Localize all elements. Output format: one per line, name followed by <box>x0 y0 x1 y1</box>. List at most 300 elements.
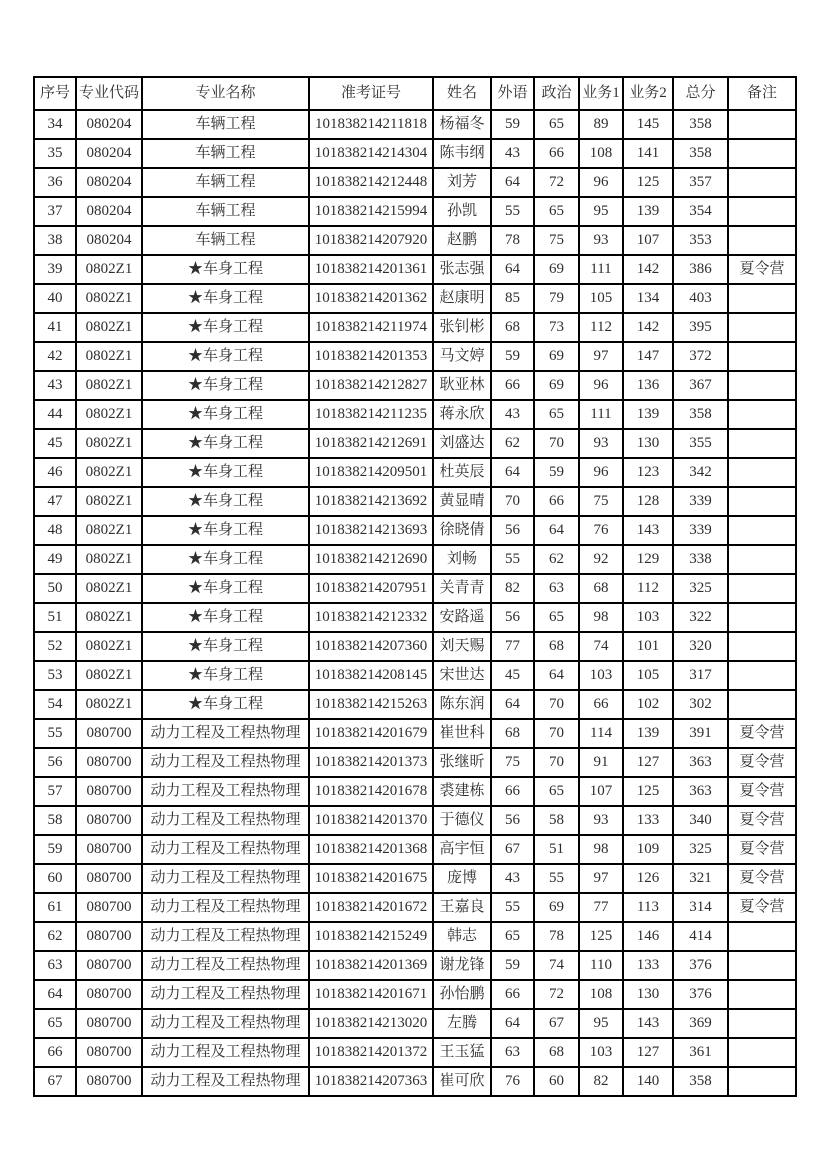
cell-major-name: 动力工程及工程热物理 <box>142 980 309 1009</box>
cell-major-name: ★车身工程 <box>142 632 309 661</box>
cell-ticket-number: 101838214201369 <box>309 951 433 980</box>
cell-foreign-language: 67 <box>491 835 534 864</box>
cell-total-score: 314 <box>673 893 728 922</box>
cell-remark <box>728 226 796 255</box>
cell-major-code: 080700 <box>76 748 142 777</box>
cell-subject2: 139 <box>623 719 673 748</box>
cell-remark <box>728 110 796 139</box>
cell-subject1: 68 <box>579 574 623 603</box>
table-row <box>34 516 796 545</box>
cell-major-name: 车辆工程 <box>142 139 309 168</box>
cell-subject1: 111 <box>579 255 623 284</box>
cell-ticket-number: 101838214209501 <box>309 458 433 487</box>
cell-major-name: 动力工程及工程热物理 <box>142 777 309 806</box>
cell-name: 孙凯 <box>433 197 491 226</box>
cell-major-name: 动力工程及工程热物理 <box>142 922 309 951</box>
cell-politics: 68 <box>534 1038 579 1067</box>
cell-major-name: 动力工程及工程热物理 <box>142 1067 309 1096</box>
cell-name: 孙怡鹏 <box>433 980 491 1009</box>
cell-subject1: 93 <box>579 806 623 835</box>
cell-total-score: 317 <box>673 661 728 690</box>
cell-subject1: 112 <box>579 313 623 342</box>
cell-politics: 69 <box>534 371 579 400</box>
cell-subject1: 98 <box>579 603 623 632</box>
cell-ticket-number: 101838214201362 <box>309 284 433 313</box>
cell-total-score: 414 <box>673 922 728 951</box>
cell-major-name: 车辆工程 <box>142 168 309 197</box>
cell-subject2: 139 <box>623 197 673 226</box>
cell-subject1: 92 <box>579 545 623 574</box>
cell-foreign-language: 55 <box>491 545 534 574</box>
table-row <box>34 400 796 429</box>
cell-ticket-number: 101838214213692 <box>309 487 433 516</box>
cell-total-score: 339 <box>673 516 728 545</box>
cell-major-code: 080700 <box>76 1009 142 1038</box>
cell-name: 刘芳 <box>433 168 491 197</box>
cell-name: 赵鹏 <box>433 226 491 255</box>
table-row <box>34 574 796 603</box>
cell-seq: 56 <box>34 748 76 777</box>
cell-name: 陈韦纲 <box>433 139 491 168</box>
table-row <box>34 1038 796 1067</box>
cell-seq: 35 <box>34 139 76 168</box>
cell-seq: 54 <box>34 690 76 719</box>
cell-seq: 37 <box>34 197 76 226</box>
cell-foreign-language: 85 <box>491 284 534 313</box>
cell-subject2: 101 <box>623 632 673 661</box>
cell-seq: 47 <box>34 487 76 516</box>
table-row <box>34 980 796 1009</box>
cell-name: 于德仪 <box>433 806 491 835</box>
cell-politics: 69 <box>534 893 579 922</box>
cell-politics: 58 <box>534 806 579 835</box>
cell-politics: 74 <box>534 951 579 980</box>
cell-subject2: 113 <box>623 893 673 922</box>
cell-ticket-number: 101838214207360 <box>309 632 433 661</box>
cell-total-score: 358 <box>673 1067 728 1096</box>
table-row <box>34 487 796 516</box>
cell-major-name: 动力工程及工程热物理 <box>142 835 309 864</box>
cell-seq: 66 <box>34 1038 76 1067</box>
cell-seq: 43 <box>34 371 76 400</box>
cell-major-name: ★车身工程 <box>142 545 309 574</box>
cell-foreign-language: 66 <box>491 371 534 400</box>
cell-foreign-language: 64 <box>491 458 534 487</box>
col-header-subject1: 业务1 <box>579 77 623 110</box>
cell-major-code: 0802Z1 <box>76 574 142 603</box>
cell-name: 庞博 <box>433 864 491 893</box>
cell-total-score: 355 <box>673 429 728 458</box>
cell-name: 高宇恒 <box>433 835 491 864</box>
cell-major-code: 080700 <box>76 922 142 951</box>
cell-subject2: 130 <box>623 429 673 458</box>
cell-ticket-number: 101838214207363 <box>309 1067 433 1096</box>
cell-remark <box>728 371 796 400</box>
cell-ticket-number: 101838214201672 <box>309 893 433 922</box>
cell-name: 安路遥 <box>433 603 491 632</box>
cell-total-score: 361 <box>673 1038 728 1067</box>
cell-foreign-language: 75 <box>491 748 534 777</box>
cell-major-name: 动力工程及工程热物理 <box>142 951 309 980</box>
cell-subject2: 140 <box>623 1067 673 1096</box>
cell-remark <box>728 458 796 487</box>
cell-seq: 52 <box>34 632 76 661</box>
cell-major-code: 0802Z1 <box>76 661 142 690</box>
cell-subject2: 133 <box>623 951 673 980</box>
cell-ticket-number: 101838214211974 <box>309 313 433 342</box>
cell-seq: 42 <box>34 342 76 371</box>
cell-politics: 51 <box>534 835 579 864</box>
cell-subject2: 146 <box>623 922 673 951</box>
cell-seq: 60 <box>34 864 76 893</box>
col-header-subject2: 业务2 <box>623 77 673 110</box>
cell-seq: 63 <box>34 951 76 980</box>
cell-subject2: 126 <box>623 864 673 893</box>
table-row <box>34 806 796 835</box>
cell-total-score: 320 <box>673 632 728 661</box>
col-header-politics: 政治 <box>534 77 579 110</box>
cell-foreign-language: 66 <box>491 980 534 1009</box>
cell-subject2: 107 <box>623 226 673 255</box>
cell-total-score: 386 <box>673 255 728 284</box>
cell-major-code: 0802Z1 <box>76 284 142 313</box>
cell-remark <box>728 1009 796 1038</box>
cell-foreign-language: 70 <box>491 487 534 516</box>
cell-seq: 61 <box>34 893 76 922</box>
cell-total-score: 376 <box>673 951 728 980</box>
cell-remark: 夏令营 <box>728 864 796 893</box>
cell-total-score: 340 <box>673 806 728 835</box>
cell-total-score: 302 <box>673 690 728 719</box>
cell-foreign-language: 59 <box>491 110 534 139</box>
cell-name: 黄显晴 <box>433 487 491 516</box>
cell-subject1: 107 <box>579 777 623 806</box>
cell-politics: 69 <box>534 342 579 371</box>
cell-name: 刘畅 <box>433 545 491 574</box>
cell-ticket-number: 101838214212690 <box>309 545 433 574</box>
table-row <box>34 922 796 951</box>
table-row <box>34 748 796 777</box>
cell-total-score: 353 <box>673 226 728 255</box>
cell-name: 王嘉良 <box>433 893 491 922</box>
cell-ticket-number: 101838214214304 <box>309 139 433 168</box>
cell-remark: 夏令营 <box>728 806 796 835</box>
cell-subject1: 93 <box>579 226 623 255</box>
cell-major-code: 0802Z1 <box>76 458 142 487</box>
table-row <box>34 864 796 893</box>
table-row <box>34 893 796 922</box>
cell-remark <box>728 197 796 226</box>
cell-subject2: 130 <box>623 980 673 1009</box>
table-row <box>34 603 796 632</box>
cell-politics: 65 <box>534 400 579 429</box>
cell-major-code: 0802Z1 <box>76 429 142 458</box>
cell-name: 耿亚林 <box>433 371 491 400</box>
cell-ticket-number: 101838214207951 <box>309 574 433 603</box>
cell-subject2: 109 <box>623 835 673 864</box>
table-row <box>34 1009 796 1038</box>
cell-seq: 34 <box>34 110 76 139</box>
cell-politics: 64 <box>534 661 579 690</box>
table-body <box>34 110 796 1096</box>
cell-remark <box>728 168 796 197</box>
cell-remark <box>728 574 796 603</box>
cell-subject1: 111 <box>579 400 623 429</box>
cell-total-score: 357 <box>673 168 728 197</box>
cell-subject1: 125 <box>579 922 623 951</box>
cell-major-name: 车辆工程 <box>142 110 309 139</box>
cell-name: 张继昕 <box>433 748 491 777</box>
cell-remark: 夏令营 <box>728 255 796 284</box>
cell-subject1: 103 <box>579 661 623 690</box>
table-header <box>34 77 796 110</box>
cell-remark <box>728 400 796 429</box>
cell-foreign-language: 64 <box>491 690 534 719</box>
cell-foreign-language: 59 <box>491 342 534 371</box>
score-table <box>33 76 797 1097</box>
cell-ticket-number: 101838214211235 <box>309 400 433 429</box>
cell-subject1: 89 <box>579 110 623 139</box>
cell-politics: 65 <box>534 777 579 806</box>
cell-ticket-number: 101838214215994 <box>309 197 433 226</box>
cell-subject1: 114 <box>579 719 623 748</box>
cell-ticket-number: 101838214201370 <box>309 806 433 835</box>
cell-total-score: 325 <box>673 835 728 864</box>
cell-total-score: 358 <box>673 400 728 429</box>
cell-subject1: 91 <box>579 748 623 777</box>
cell-subject1: 95 <box>579 1009 623 1038</box>
cell-remark: 夏令营 <box>728 719 796 748</box>
cell-subject1: 82 <box>579 1067 623 1096</box>
cell-remark <box>728 1067 796 1096</box>
cell-ticket-number: 101838214212332 <box>309 603 433 632</box>
cell-politics: 66 <box>534 487 579 516</box>
cell-seq: 64 <box>34 980 76 1009</box>
cell-foreign-language: 76 <box>491 1067 534 1096</box>
cell-total-score: 376 <box>673 980 728 1009</box>
table-row <box>34 226 796 255</box>
cell-remark <box>728 1038 796 1067</box>
table-row <box>34 951 796 980</box>
cell-foreign-language: 43 <box>491 400 534 429</box>
cell-total-score: 339 <box>673 487 728 516</box>
cell-seq: 40 <box>34 284 76 313</box>
col-header-foreign-language: 外语 <box>491 77 534 110</box>
cell-remark: 夏令营 <box>728 748 796 777</box>
cell-total-score: 358 <box>673 110 728 139</box>
cell-subject1: 108 <box>579 980 623 1009</box>
cell-name: 宋世达 <box>433 661 491 690</box>
cell-remark <box>728 313 796 342</box>
cell-seq: 65 <box>34 1009 76 1038</box>
cell-remark: 夏令营 <box>728 777 796 806</box>
cell-name: 崔可欣 <box>433 1067 491 1096</box>
cell-major-name: ★车身工程 <box>142 400 309 429</box>
cell-subject1: 108 <box>579 139 623 168</box>
cell-major-code: 080204 <box>76 168 142 197</box>
cell-major-code: 0802Z1 <box>76 690 142 719</box>
cell-major-name: ★车身工程 <box>142 342 309 371</box>
cell-ticket-number: 101838214201675 <box>309 864 433 893</box>
table-row <box>34 545 796 574</box>
cell-ticket-number: 101838214207920 <box>309 226 433 255</box>
table-row <box>34 139 796 168</box>
cell-major-name: 车辆工程 <box>142 226 309 255</box>
cell-foreign-language: 56 <box>491 516 534 545</box>
cell-ticket-number: 101838214208145 <box>309 661 433 690</box>
cell-foreign-language: 82 <box>491 574 534 603</box>
cell-seq: 59 <box>34 835 76 864</box>
cell-major-name: ★车身工程 <box>142 661 309 690</box>
cell-subject2: 103 <box>623 603 673 632</box>
cell-name: 张钊彬 <box>433 313 491 342</box>
cell-subject2: 127 <box>623 748 673 777</box>
cell-politics: 69 <box>534 255 579 284</box>
cell-foreign-language: 55 <box>491 197 534 226</box>
cell-name: 赵康明 <box>433 284 491 313</box>
cell-major-name: 动力工程及工程热物理 <box>142 893 309 922</box>
cell-politics: 66 <box>534 139 579 168</box>
cell-total-score: 395 <box>673 313 728 342</box>
col-header-ticket-number: 准考证号 <box>309 77 433 110</box>
cell-name: 马文婷 <box>433 342 491 371</box>
cell-subject1: 96 <box>579 371 623 400</box>
cell-ticket-number: 101838214201671 <box>309 980 433 1009</box>
cell-subject2: 125 <box>623 777 673 806</box>
cell-name: 杜英辰 <box>433 458 491 487</box>
cell-politics: 63 <box>534 574 579 603</box>
cell-subject1: 75 <box>579 487 623 516</box>
cell-subject2: 134 <box>623 284 673 313</box>
cell-remark <box>728 284 796 313</box>
cell-subject2: 136 <box>623 371 673 400</box>
cell-total-score: 363 <box>673 748 728 777</box>
cell-politics: 62 <box>534 545 579 574</box>
cell-remark: 夏令营 <box>728 835 796 864</box>
cell-ticket-number: 101838214213693 <box>309 516 433 545</box>
cell-name: 崔世科 <box>433 719 491 748</box>
cell-major-name: ★车身工程 <box>142 690 309 719</box>
cell-politics: 75 <box>534 226 579 255</box>
cell-major-name: ★车身工程 <box>142 429 309 458</box>
cell-politics: 70 <box>534 429 579 458</box>
cell-politics: 70 <box>534 719 579 748</box>
cell-major-code: 0802Z1 <box>76 255 142 284</box>
cell-ticket-number: 101838214201679 <box>309 719 433 748</box>
cell-politics: 67 <box>534 1009 579 1038</box>
cell-major-code: 080700 <box>76 777 142 806</box>
cell-major-name: ★车身工程 <box>142 313 309 342</box>
cell-ticket-number: 101838214201372 <box>309 1038 433 1067</box>
cell-name: 徐晓倩 <box>433 516 491 545</box>
cell-foreign-language: 59 <box>491 951 534 980</box>
cell-ticket-number: 101838214201368 <box>309 835 433 864</box>
cell-subject1: 110 <box>579 951 623 980</box>
cell-major-code: 080204 <box>76 110 142 139</box>
cell-subject2: 133 <box>623 806 673 835</box>
cell-major-name: 动力工程及工程热物理 <box>142 719 309 748</box>
cell-major-code: 080700 <box>76 1067 142 1096</box>
cell-major-name: ★车身工程 <box>142 487 309 516</box>
cell-politics: 65 <box>534 603 579 632</box>
cell-seq: 58 <box>34 806 76 835</box>
cell-ticket-number: 101838214215249 <box>309 922 433 951</box>
table-row <box>34 458 796 487</box>
cell-subject2: 102 <box>623 690 673 719</box>
cell-remark <box>728 632 796 661</box>
cell-remark <box>728 922 796 951</box>
cell-major-code: 0802Z1 <box>76 371 142 400</box>
cell-subject2: 139 <box>623 400 673 429</box>
cell-foreign-language: 64 <box>491 168 534 197</box>
cell-seq: 41 <box>34 313 76 342</box>
cell-foreign-language: 45 <box>491 661 534 690</box>
cell-name: 蒋永欣 <box>433 400 491 429</box>
cell-politics: 78 <box>534 922 579 951</box>
cell-politics: 79 <box>534 284 579 313</box>
cell-subject2: 128 <box>623 487 673 516</box>
col-header-name: 姓名 <box>433 77 491 110</box>
table-row <box>34 110 796 139</box>
cell-politics: 64 <box>534 516 579 545</box>
table-row <box>34 835 796 864</box>
table-row <box>34 371 796 400</box>
cell-foreign-language: 55 <box>491 893 534 922</box>
cell-major-code: 0802Z1 <box>76 313 142 342</box>
cell-major-name: ★车身工程 <box>142 516 309 545</box>
cell-name: 谢龙锋 <box>433 951 491 980</box>
cell-politics: 70 <box>534 748 579 777</box>
cell-remark <box>728 429 796 458</box>
cell-major-code: 080204 <box>76 197 142 226</box>
cell-total-score: 372 <box>673 342 728 371</box>
cell-politics: 70 <box>534 690 579 719</box>
cell-subject1: 96 <box>579 458 623 487</box>
cell-seq: 53 <box>34 661 76 690</box>
cell-major-code: 0802Z1 <box>76 516 142 545</box>
cell-ticket-number: 101838214201373 <box>309 748 433 777</box>
cell-subject2: 112 <box>623 574 673 603</box>
cell-remark <box>728 516 796 545</box>
cell-seq: 36 <box>34 168 76 197</box>
cell-major-name: ★车身工程 <box>142 371 309 400</box>
cell-total-score: 367 <box>673 371 728 400</box>
cell-total-score: 338 <box>673 545 728 574</box>
cell-major-name: ★车身工程 <box>142 603 309 632</box>
cell-remark <box>728 951 796 980</box>
cell-foreign-language: 65 <box>491 922 534 951</box>
cell-subject1: 97 <box>579 342 623 371</box>
cell-name: 关青青 <box>433 574 491 603</box>
cell-major-name: 车辆工程 <box>142 197 309 226</box>
cell-politics: 65 <box>534 110 579 139</box>
cell-total-score: 342 <box>673 458 728 487</box>
col-header-seq: 序号 <box>34 77 76 110</box>
cell-subject2: 141 <box>623 139 673 168</box>
cell-seq: 45 <box>34 429 76 458</box>
cell-major-name: ★车身工程 <box>142 458 309 487</box>
cell-seq: 67 <box>34 1067 76 1096</box>
cell-politics: 59 <box>534 458 579 487</box>
cell-seq: 46 <box>34 458 76 487</box>
cell-politics: 72 <box>534 168 579 197</box>
cell-seq: 51 <box>34 603 76 632</box>
cell-politics: 68 <box>534 632 579 661</box>
cell-major-code: 080700 <box>76 719 142 748</box>
cell-seq: 39 <box>34 255 76 284</box>
cell-total-score: 358 <box>673 139 728 168</box>
cell-ticket-number: 101838214211818 <box>309 110 433 139</box>
